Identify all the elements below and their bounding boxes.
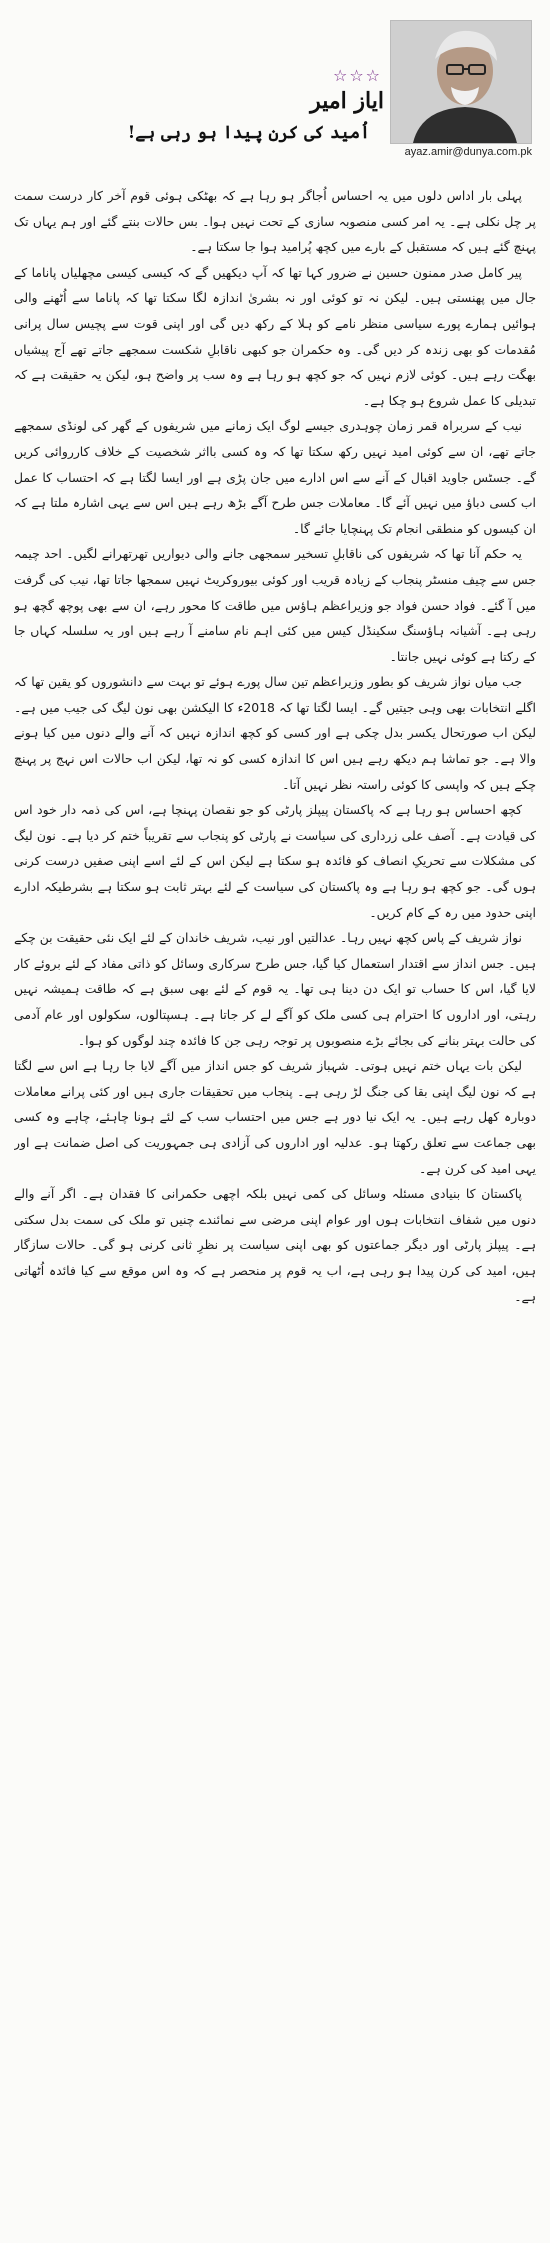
paragraph: جب میاں نواز شریف کو بطور وزیراعظم تین سال پورے ہوئے تو بہت سے دانشوروں کو یقین تھا کہ اگلے انتخابات بھی وہی جیتیں گے۔ ایسا لگتا تھا کہ 2018ء کا الیکشن بھی نون لیگ کی جیب میں ہے۔ لیکن اب صورتحال یکسر بدل چکی ہے اور کسی کو کچھ اندازہ نہیں کہ آنے والے دنوں میں کیا ہونے والا ہے۔ جو تماشا ہم دیکھ رہے ہیں اس کا اندازہ کسی کو نہ تھا، لیکن اب حالات اس نہج پر پہنچ چکے ہیں کہ واپسی کا کوئی راستہ نظر نہیں آتا۔ [14, 674, 536, 792]
paragraph: لیکن بات یہاں ختم نہیں ہوتی۔ شہباز شریف کو جس انداز میں آگے لایا جا رہا ہے اس سے لگتا ہے کہ نون لیگ اپنی بقا کی جنگ لڑ رہی ہے۔ پنجاب میں تحقیقات جاری ہیں اور کئی پرانے معاملات دوبارہ کھل رہے ہیں۔ یہ ایک نیا دور ہے جس میں احتساب سب کے لئے ہونا چاہئے، چاہے وہ کسی بھی جماعت سے تعلق رکھتا ہو۔ عدلیہ اور اداروں کی آزادی ہی جمہوریت کی اصل ضمانت ہے اور یہی امید کی کرن ہے۔ [14, 1058, 536, 1176]
author-name: ایاز امیر [310, 88, 384, 114]
paragraph: نواز شریف کے پاس کچھ نہیں رہا۔ عدالتیں اور نیب، شریف خاندان کے لئے ایک نئی حقیقت بن چکے ہیں۔ جس انداز سے اقتدار استعمال کیا گیا، جس طرح سرکاری وسائل کو ذاتی مفاد کے لئے بروئے کار لایا گیا، اس کا حساب تو ایک دن دینا ہی تھا۔ یہ قوم کے لئے بھی سبق ہے کہ طاقت ہمیشہ نہیں رہتی، اور اداروں کا احترام ہی کسی ملک کو آگے لے کر جاتا ہے۔ ہسپتالوں، سکولوں اور عام آدمی کی حالت بہتر بنانے کی بجائے بڑے منصوبوں پر توجہ رہی جن کا فائدہ چند لوگوں کو ہوا۔ [14, 930, 536, 1048]
author-portrait-icon [391, 21, 531, 143]
column-header [0, 0, 550, 180]
author-photo [390, 20, 532, 144]
article-body [14, 183, 536, 2235]
paragraph: پہلی بار اداس دلوں میں یہ احساس اُجاگر ہو رہا ہے کہ بھٹکی ہوئی قوم آخر کار درست سمت پر چل نکلی ہے۔ یہ امر کسی منصوبہ سازی کے تحت نہیں ہوا۔ بس حالات بنتے گئے اور ہم یہاں تک پہنچ گئے ہیں کہ مستقبل کے بارے میں کچھ پُرامید ہوا جا سکتا ہے۔ [14, 188, 536, 255]
paragraph: یہ حکم آنا تھا کہ شریفوں کی ناقابلِ تسخیر سمجھی جانے والی دیواریں تھرتھرانے لگیں۔ احد چیمہ جس سے چیف منسٹر پنجاب کے زیادہ قریب اور کوئی بیوروکریٹ نہیں سمجھا جاتا تھا، نیب کی گرفت میں آ گئے۔ فواد حسن فواد جو وزیراعظم ہاؤس میں طاقت کا محور رہے، ان سے بھی پوچھ گچھ ہو رہی ہے۔ آشیانہ ہاؤسنگ سکینڈل کیس میں کئی اہم نام سامنے آ رہے ہیں اور یہ سلسلہ کہاں جا کے رکتا ہے کوئی نہیں جانتا۔ [14, 546, 536, 664]
paragraph: نیب کے سربراہ قمر زمان چوہدری جیسے لوگ ایک زمانے میں شریفوں کے گھر کی لونڈی سمجھے جاتے تھے، ان سے کوئی امید نہیں رکھ سکتا تھا کہ وہ کسی بااثر شخصیت کے خلاف کارروائی کریں گے۔ جسٹس جاوید اقبال کے آنے سے اس ادارے میں جان پڑی ہے اور ایسا لگتا ہے کہ احتساب کا عمل اب کسی دباؤ میں نہیں آئے گا۔ معاملات جس طرح آگے بڑھ رہے ہیں اس سے یہی اشارہ ملتا ہے کہ ان کیسوں کو منطقی انجام تک پہنچایا جائے گا۔ [14, 418, 536, 536]
paragraph: کچھ احساس ہو رہا ہے کہ پاکستان پیپلز پارٹی کو جو نقصان پہنچا ہے، اس کی ذمہ دار خود اس کی قیادت ہے۔ آصف علی زرداری کی سیاست نے پارٹی کو پنجاب سے تقریباً ختم کر دیا ہے۔ نون لیگ کی مشکلات سے تحریکِ انصاف کو فائدہ ہو سکتا ہے لیکن اس کے لئے اسے اپنی صفیں درست کرنی ہوں گی۔ جو کچھ ہو رہا ہے وہ پاکستان کی سیاست کے لئے بہتر ثابت ہو سکتا ہے بشرطیکہ ادارے اپنی حدود میں رہ کے کام کریں۔ [14, 802, 536, 920]
rating-stars: ☆☆☆ [332, 66, 382, 85]
paragraph: پیر کامل صدر ممنون حسین نے ضرور کہا تھا کہ آپ دیکھیں گے کہ کیسی کیسی مچھلیاں پاناما کے جال میں پھنستی ہیں۔ لیکن نہ تو کوئی اور نہ بشریٰ اندازہ لگا سکتا تھا کہ پاناما سے اُٹھنے والی ہوائیں ہمارے پورے سیاسی منظر نامے کو ہلا کے رکھ دیں گی اور اپنی قوت سے پچیس سال پرانی مُقدمات کو بھی زندہ کر دیں گی۔ وہ حکمران جو کبھی ناقابلِ شکست سمجھے جاتے تھے آج پیشیاں بھگت رہے ہیں۔ کوئی لازم نہیں کہ جو کچھ ہو رہا ہے وہ سب پر واضح ہو، لیکن یہ حقیقت ہے کہ تبدیلی کا عمل شروع ہو چکا ہے۔ [14, 264, 536, 408]
paragraph: پاکستان کا بنیادی مسئلہ وسائل کی کمی نہیں بلکہ اچھی حکمرانی کا فقدان ہے۔ اگر آنے والے دنوں میں شفاف انتخابات ہوں اور عوام اپنی مرضی سے نمائندے چنیں تو ملک کی سمت بدل سکتی ہے۔ پیپلز پارٹی اور دیگر جماعتوں کو بھی اپنی سیاست پر نظرِ ثانی کرنی ہو گی۔ حالات سازگار ہیں، امید کی کرن پیدا ہو رہی ہے، اب یہ قوم پر منحصر ہے کہ وہ اس موقع سے کیا فائدہ اُٹھاتی ہے۔ [14, 1186, 536, 1304]
column-title: اُمید کی کرن پیدا ہو رہی ہے! [127, 123, 370, 143]
author-email: ayaz.amir@dunya.com.pk [404, 146, 532, 158]
